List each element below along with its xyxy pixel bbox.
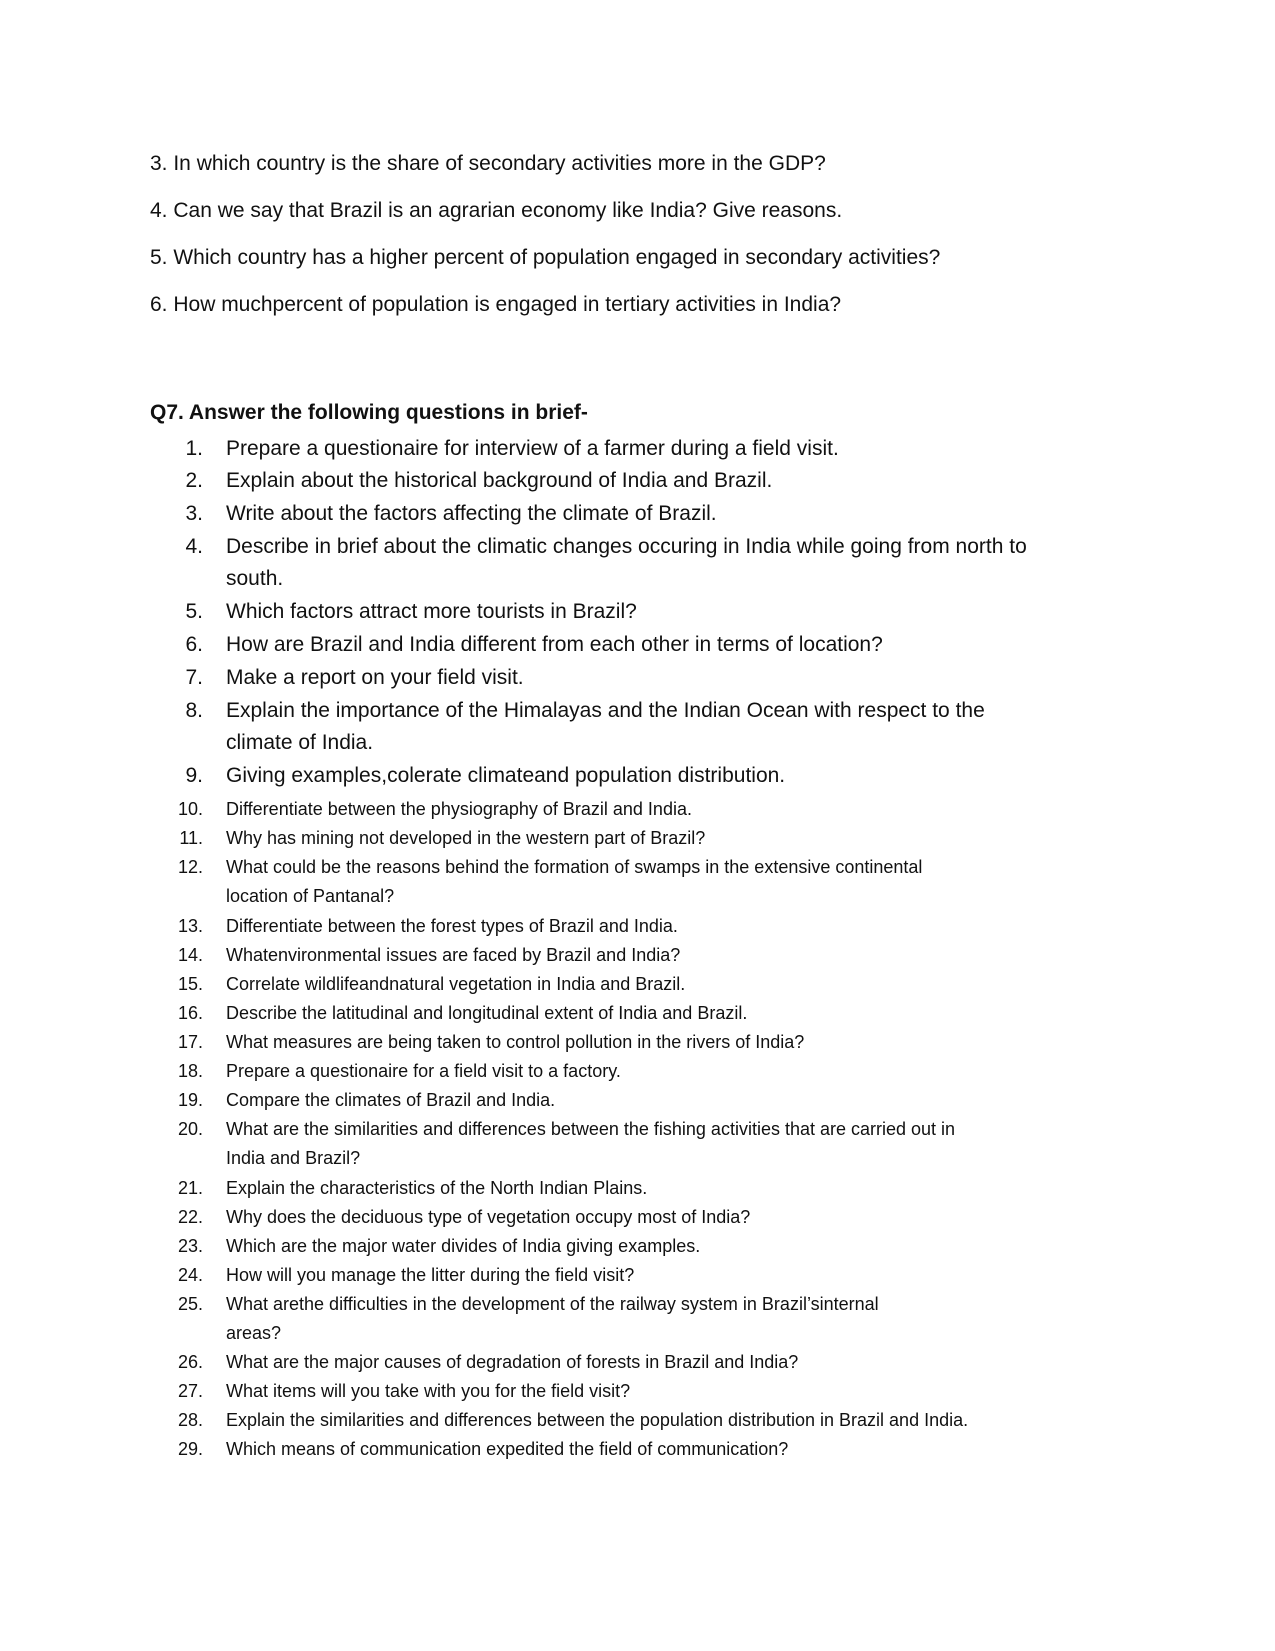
list-item-text: Prepare a questionaire for a field visit to a factory. bbox=[226, 1061, 621, 1081]
list-item-number: 23. bbox=[177, 1236, 203, 1256]
list-item-text: What could be the reasons behind the formation of swamps in the extensive continental bbox=[226, 857, 923, 877]
list-item-number: 27. bbox=[177, 1381, 203, 1401]
list-item-text: Why does the deciduous type of vegetation occupy most of India? bbox=[226, 1207, 751, 1227]
list-item-number: 17. bbox=[177, 1032, 203, 1052]
list-item-number: 7. bbox=[185, 666, 203, 689]
list-item-number: 21. bbox=[177, 1178, 203, 1198]
list-item-number: 12. bbox=[177, 857, 203, 877]
list-item-text: Differentiate between the forest types of Brazil and India. bbox=[226, 916, 678, 936]
list-item-text: areas? bbox=[226, 1323, 282, 1343]
list-item-text: south. bbox=[226, 567, 284, 590]
list-item-text: What items will you take with you for the field visit? bbox=[226, 1381, 631, 1401]
list-item-number: 25. bbox=[177, 1294, 203, 1314]
list-item-text: Explain the similarities and differences between the population distribution in Brazil and India. bbox=[226, 1410, 969, 1430]
list-item-number: 24. bbox=[177, 1265, 203, 1285]
list-item-number: 5. bbox=[185, 600, 203, 623]
list-item-number: 16. bbox=[177, 1003, 203, 1023]
list-item-text: Prepare a questionaire for interview of a farmer during a field visit. bbox=[226, 437, 839, 460]
list-item-text: Differentiate between the physiography of Brazil and India. bbox=[226, 799, 692, 819]
question-3: 3. In which country is the share of secondary activities more in the GDP? bbox=[150, 152, 826, 175]
list-item-number: 18. bbox=[177, 1061, 203, 1081]
list-item-number: 9. bbox=[185, 764, 203, 787]
list-item-text: What are the major causes of degradation of forests in Brazil and India? bbox=[226, 1352, 799, 1372]
list-item-text: Compare the climates of Brazil and India. bbox=[226, 1090, 556, 1110]
list-item-text: Giving examples,colerate climateand population distribution. bbox=[226, 764, 786, 787]
list-item-text: Explain about the historical background of India and Brazil. bbox=[226, 469, 773, 492]
list-item-number: 19. bbox=[177, 1090, 203, 1110]
list-item-number: 28. bbox=[177, 1410, 203, 1430]
list-item-number: 15. bbox=[177, 974, 203, 994]
list-item-text: location of Pantanal? bbox=[226, 886, 395, 906]
list-item-number: 6. bbox=[185, 633, 203, 656]
list-item-text: Explain the importance of the Himalayas and the Indian Ocean with respect to the bbox=[226, 699, 985, 722]
list-item-number: 13. bbox=[177, 916, 203, 936]
list-item-number: 3. bbox=[185, 502, 203, 525]
list-item-number: 11. bbox=[179, 828, 203, 848]
question-4: 4. Can we say that Brazil is an agrarian economy like India? Give reasons. bbox=[150, 199, 843, 222]
list-item-text: India and Brazil? bbox=[226, 1148, 361, 1168]
list-item-number: 10. bbox=[177, 799, 203, 819]
q7-heading: Q7. Answer the following questions in brief- bbox=[150, 401, 588, 424]
list-item-text: What are the similarities and differences between the fishing activities that are carried out in bbox=[226, 1119, 956, 1139]
list-item-text: climate of India. bbox=[226, 731, 374, 754]
list-item-text: How will you manage the litter during the field visit? bbox=[226, 1265, 635, 1285]
list-item-number: 29. bbox=[177, 1439, 203, 1459]
list-item-text: Which are the major water divides of India giving examples. bbox=[226, 1236, 701, 1256]
list-item-text: Describe in brief about the climatic changes occuring in India while going from north to bbox=[226, 535, 1027, 558]
list-item-text: What measures are being taken to control pollution in the rivers of India? bbox=[226, 1032, 805, 1052]
list-item-text: Which factors attract more tourists in Brazil? bbox=[226, 600, 637, 623]
list-item-number: 22. bbox=[177, 1207, 203, 1227]
list-item-number: 2. bbox=[185, 469, 203, 492]
list-item-text: Which means of communication expedited the field of communication? bbox=[226, 1439, 789, 1459]
question-6: 6. How muchpercent of population is engaged in tertiary activities in India? bbox=[150, 293, 842, 316]
list-item-text: Write about the factors affecting the climate of Brazil. bbox=[226, 502, 717, 525]
question-5: 5. Which country has a higher percent of population engaged in secondary activities? bbox=[150, 246, 941, 269]
list-item-text: What arethe difficulties in the development of the railway system in Brazil’sinternal bbox=[226, 1294, 879, 1314]
list-item-text: Explain the characteristics of the North Indian Plains. bbox=[226, 1178, 648, 1198]
list-item-text: Make a report on your field visit. bbox=[226, 666, 524, 689]
list-item-number: 14. bbox=[177, 945, 203, 965]
list-item-number: 8. bbox=[185, 699, 203, 722]
list-item-text: How are Brazil and India different from each other in terms of location? bbox=[226, 633, 883, 656]
list-item-text: Why has mining not developed in the western part of Brazil? bbox=[226, 828, 706, 848]
list-item-text: Describe the latitudinal and longitudinal extent of India and Brazil. bbox=[226, 1003, 748, 1023]
list-item-number: 1. bbox=[185, 437, 203, 460]
list-item-text: Whatenvironmental issues are faced by Brazil and India? bbox=[226, 945, 681, 965]
list-item-number: 20. bbox=[177, 1119, 203, 1139]
list-item-number: 26. bbox=[177, 1352, 203, 1372]
list-item-number: 4. bbox=[185, 535, 203, 558]
list-item-text: Correlate wildlifeandnatural vegetation in India and Brazil. bbox=[226, 974, 686, 994]
